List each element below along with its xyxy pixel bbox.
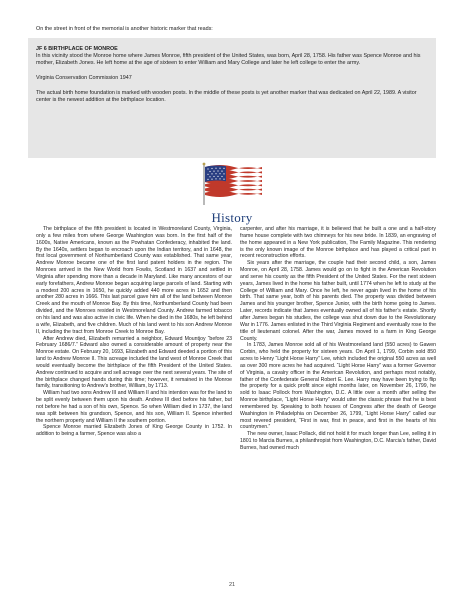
american-flag-icon (196, 162, 268, 206)
left-column (36, 226, 232, 438)
section-title: History (211, 210, 253, 225)
paragraph: After Andrew died, Elizabeth remarried a neighbor, Edward Mountjoy “before 23 February 1686/7.” Edward also owned a considerable amount of property near the Monroe estate. On February 20, 1693, Elizabeth and Edward deeded a portion of this land to Andrew Monroe II. This acreage included the land west of Monroe Creek that would eventually become the birthplace of the fifth President of the United States. Andrew continued to acquire and sell acreage over the next several years. The site of the birthplace changed hands during this time; however, it remained in the Monroe family, transitioning to Andrew’s brother, William, by 1713. (36, 335, 232, 390)
marker-source: Virginia Conservation Commission 1947 (36, 75, 132, 81)
marker-note: The actual birth home foundation is marked with wooden posts. In the middle of these posts is yet another marker that was dedicated on April 22, 1989. A visitor center is the newest addition at the birthplace location. (36, 90, 417, 103)
paragraph: Spence Monroe married Elizabeth Jones of King George County in 1752. In addition to being a farmer, Spence was also a (36, 424, 232, 438)
marker-text: In this vicinity stood the Monroe home where James Monroe, fifth president of the United States, was born, April 28, 1758. His father was Spence Monroe and his mother, Elizabeth Jones. He left home at the age of sixteen to enter William and Mary College and later he left college to enter the army. (36, 53, 421, 66)
historic-marker-box (28, 38, 436, 158)
page-number: 21 (228, 582, 236, 588)
paragraph: carpenter, and after his marriage, it is believed that he built a one and a half-story frame house complete with two chimneys for his new bride. In 1839, an engraving of the home appeared in a New York publication, The Family Magazine. This rendering is the only known image of the Monroe birthplace and has played a critical part in recent reconstruction efforts. (240, 226, 436, 260)
marker-title: JF 6 BIRTHPLACE OF MONROE (36, 46, 118, 52)
right-column (240, 226, 436, 452)
paragraph: The new owner, Isaac Pollack, did not hold it for much longer than Lee, selling it in 1801 to Marcia Burnes, a philanthropist from Washington, D.C. Marcia’s father, David Burnes, had owned much (240, 431, 436, 451)
paragraph: William had two sons Andrew III and William II and his intention was for the land to be split evenly between them upon his death. Andrew III died before his father, but not before he had a son of his own, Spence. So when William died in 1737, the land was split between his grandson, Spence, and his son, William II. Spence inherited the northern property and William II the southern portion. (36, 390, 232, 424)
paragraph: Six years after the marriage, the couple had their second child, a son, James Monroe, on April 28, 1758. James would go on to fight in the American Revolution and serve his county as the fifth President of the United States. For the next sixteen years, James lived in the home his father built, until 1774 when he left to study at the College of William and Mary. Once he left, he never again lived in the home of his birth. That same year, both of his parents died. The property was divided between James and his younger brother, Spence Junior, with the birth home going to James. Later, records indicate that James eventually owned all of his father’s estate. Shortly after James began his studies, the college was shut down due to the Revolutionary War in 1776. James enlisted in the Third Virginia Regiment and eventually rose to the title of lieutenant colonel. After the war, James moved to a farm in King George County. (240, 260, 436, 342)
paragraph: In 1783, James Monroe sold all of his Westmoreland land (550 acres) to Gawen Corbin, who held the property for sixteen years. On April 1, 1799, Corbin sold 850 acres to Henry “Light Horse Harry” Lee, which included the original 550 acres as well as over 300 more acres he had acquired. “Light Horse Harry” was a former Governor of Virginia, a cavalry officer in the American Revolution, and perhaps most notably, father of the Confederate General Robert E. Lee. Harry may have been trying to flip the property for a quick profit since eight months later, on November 26, 1799, he sold to Isaac Pollock from Washington, D.C. A little over a month after selling the Monroe birthplace, “Light Horse Harry” would utter the classic phrase that he is best remembered by. Speaking to both houses of Congress after the death of George Washington in Philadelphia on December 26, 1799, “Light Horse Harry” called our most revered president, “First in war, first in peace, and first in the hearts of his countrymen.” (240, 342, 436, 431)
intro-note: On the street in front of the memorial is another historic marker that reads: (36, 26, 213, 33)
paragraph: The birthplace of the fifth president is located in Westmoreland County, Virginia, only a few miles from where George Washington was born. In the first half of the 1600s, Native Americans, known as the Powhatan Confederacy, inhabited the land. By the 1640s, settlers began to encroach upon the Indian territory, and in 1648, the first local government of Northumberland County was established. That same year, Andrew Monroe became one of the first land patent holders in the region. The Monroes arrived in the New World from Fowlis, Scotland in 1637 and settled in Virginia after spending more than a decade in Maryland. Like many ancestors of our early forefathers, Andrew Monroe began acquiring large parcels of land. Starting with a modest 200 acres in 1650, he quickly added 440 more acres in 1652 and then another 280 acres in 1666. This last parcel gave him all of the land between Monroe Creek and the mouth of Monroe Bay. By this time, Northumberland County had been divided, and the Monroes resided in Westmoreland County. Andrew farmed tobacco on his land and was also active in civic life. When he died in the 1680s, he left behind a wife, Elizabeth, and five children. Much of his land went to his son Andrew Monroe II, including the tract from Monroe Creek to Monroe Bay. (36, 226, 232, 335)
